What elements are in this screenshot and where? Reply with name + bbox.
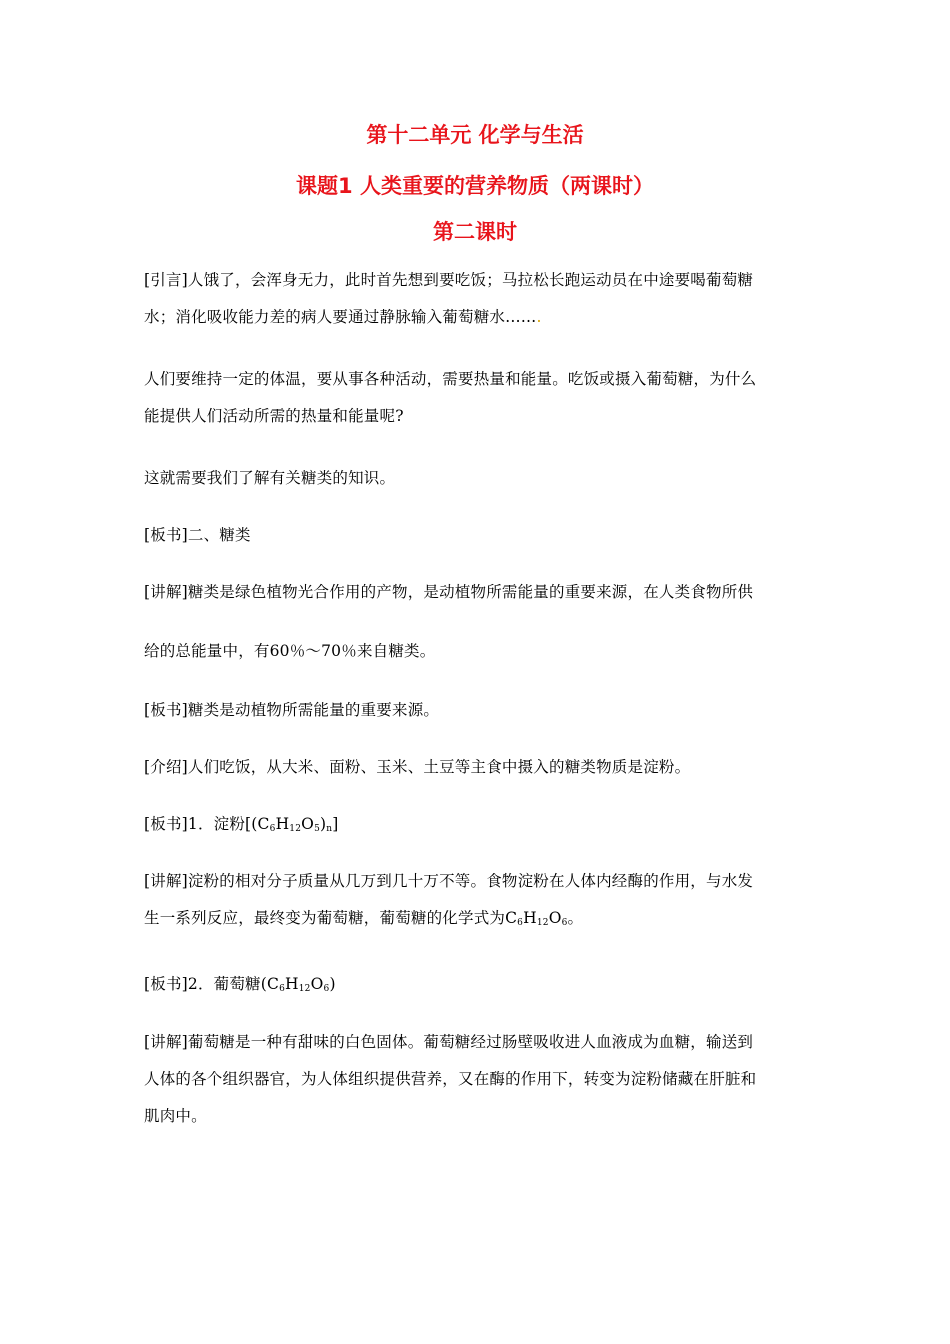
topic-title: 课题1 人类重要的营养物质（两课时）: [296, 174, 654, 198]
board-sugars-text: [板书]二、糖类: [144, 526, 251, 544]
intro-line-1: [引言]人饿了，会浑身无力，此时首先想到要吃饭；马拉松长跑运动员在中途要喝葡萄糖: [144, 271, 754, 289]
unit-title: 第十二单元 化学与生活: [366, 123, 584, 147]
glucose-sub-c: 6: [517, 918, 524, 928]
explain-starch-paragraph: [144, 863, 806, 937]
board-energy-text: [板书]糖类是动植物所需能量的重要来源。: [144, 701, 440, 719]
glucose2-h: H: [285, 975, 299, 993]
introduce-starch-text: [介绍]人们吃饭，从大米、面粉、玉米、土豆等主食中摄入的糖类物质是淀粉。: [144, 758, 691, 776]
explain-glucose-line-2: 人体的各个组织器官，为人体组织提供营养，又在酶的作用下，转变为淀粉储藏在肝脏和: [144, 1070, 757, 1088]
explain-glucose-line-1: [讲解]葡萄糖是一种有甜味的白色固体。葡萄糖经过肠壁吸收进人血液成为血糖，输送到: [144, 1033, 754, 1051]
starch-h: H: [275, 815, 290, 833]
glucose-h: H: [523, 909, 537, 927]
glucose-sub-o: 6: [561, 918, 568, 928]
starch-sub-o: 5: [314, 824, 320, 834]
glucose2-o: O: [310, 975, 324, 993]
intro-paragraph: [144, 262, 806, 336]
board-sugars-heading: [144, 517, 806, 554]
lesson-title: 第二课时: [433, 220, 517, 244]
glucose-formula-suffix: ): [329, 975, 336, 993]
explain-starch-line-2-end: 。: [567, 909, 584, 927]
board-energy-source: [144, 692, 806, 729]
question-line-2: 能提供人们活动所需的热量和能量呢?: [144, 407, 404, 425]
introduce-starch: [144, 749, 806, 786]
starch-close: ): [320, 815, 327, 833]
explain-sugars-line-1: [讲解]糖类是绿色植物光合作用的产物，是动植物所需能量的重要来源，在人类食物所供: [144, 583, 754, 601]
starch-formula-line: [144, 806, 806, 843]
starch-o: O: [301, 815, 315, 833]
explain-glucose-paragraph: [144, 1024, 806, 1135]
starch-sub-c: 6: [269, 824, 276, 834]
ellipsis-mark: .: [536, 308, 542, 326]
sugar-knowledge-text: 这就需要我们了解有关糖类的知识。: [144, 469, 396, 487]
glucose-o: O: [548, 909, 562, 927]
board-glucose-formula: [144, 966, 806, 1003]
explain-sugars-paragraph: [144, 574, 806, 670]
glucose2-sub-c: 6: [279, 984, 286, 994]
starch-formula-prefix: [板书]1．淀粉[(C: [144, 815, 270, 833]
intro-line-2: [144, 299, 806, 336]
starch-sub-h: 12: [289, 824, 302, 834]
sugar-knowledge-line: [144, 460, 806, 497]
starch-formula-suffix: ]: [332, 815, 339, 833]
starch-sub-n: n: [326, 824, 333, 834]
board-starch-formula: [144, 806, 806, 843]
glucose2-sub-h: 12: [298, 984, 311, 994]
glucose-formula-line: [144, 966, 806, 1003]
glucose-formula-prefix: [板书]2．葡萄糖(C: [144, 975, 280, 993]
intro-line-2-text: 水；消化吸收能力差的病人要通过静脉输入葡萄糖水……: [144, 308, 537, 326]
explain-sugars-line-2: 给的总能量中，有60％～70％来自糖类。: [144, 642, 436, 660]
explain-starch-line-1: [讲解]淀粉的相对分子质量从几万到几十万不等。食物淀粉在人体内经酶的作用，与水发: [144, 872, 754, 890]
question-line-1: 人们要维持一定的体温，要从事各种活动，需要热量和能量。吃饭或摄入葡萄糖，为什么: [144, 370, 757, 388]
explain-glucose-line-3: 肌肉中。: [144, 1107, 207, 1125]
question-paragraph: [144, 361, 806, 435]
glucose-sub-h: 12: [536, 918, 549, 928]
explain-starch-line-2-text: 生一系列反应，最终变为葡萄糖，葡萄糖的化学式为C: [144, 909, 518, 927]
glucose2-sub-o: 6: [323, 984, 330, 994]
explain-starch-line-2: [144, 900, 806, 937]
